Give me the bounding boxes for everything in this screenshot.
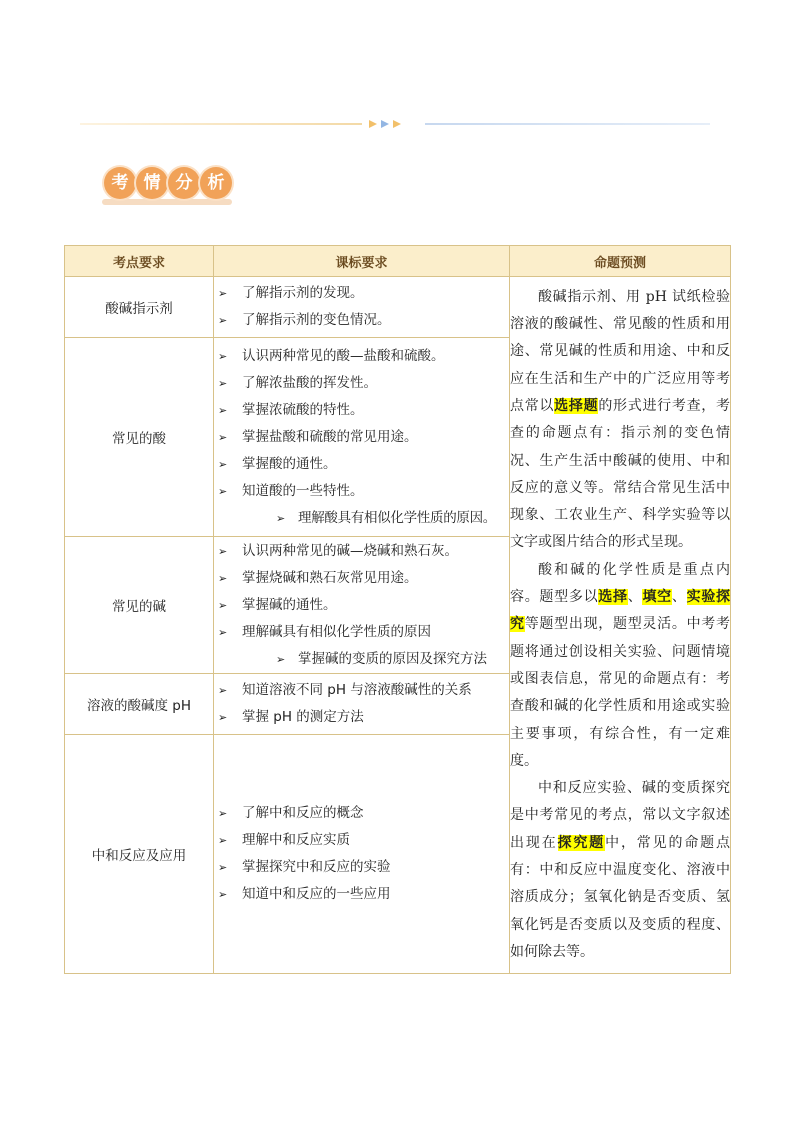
requirement-cell <box>214 537 510 674</box>
list-item: ➢ 知道溶液不同 pH 与溶液酸碱性的关系 <box>214 677 509 704</box>
highlight: 填空 <box>642 589 672 606</box>
prediction-paragraph: 中和反应实验、碱的变质探究是中考常见的考点，常以文字叙述出现在探究题中，常见的命题点有：中和反应中温度变化、溶液中溶质成分；氢氧化钠是否变质、氢氧化钙是否变质以及变质的程度、如何除去等。 <box>510 780 731 960</box>
list-item: ➢ 掌握烧碱和熟石灰常见用途。 <box>214 565 509 592</box>
sub-list-item: ➢ 理解酸具有相似化学性质的原因。 <box>214 505 509 532</box>
arrow-bullet-icon: ➢ <box>218 287 228 300</box>
badge-char: 析 <box>200 167 232 199</box>
list-item: ➢ 掌握浓硫酸的特性。 <box>214 397 509 424</box>
list-item: ➢ 了解中和反应的概念 <box>214 800 509 827</box>
arrow-bullet-icon: ➢ <box>218 457 228 471</box>
table-header-row <box>65 246 731 277</box>
header-rule-right <box>425 123 710 125</box>
list-item: ➢ 掌握碱的通性。 <box>214 592 509 619</box>
arrow-bullet-icon: ➢ <box>218 861 228 874</box>
arrow-bullet-icon: ➢ <box>218 544 228 558</box>
list-item: ➢ 知道酸的一些特性。 <box>214 478 509 505</box>
arrow-bullet-icon: ➢ <box>218 807 228 820</box>
list-item: ➢ 掌握酸的通性。 <box>214 451 509 478</box>
header-rule-left <box>80 123 362 125</box>
list-item: ➢ 了解指示剂的变色情况。 <box>214 307 509 334</box>
list-item: ➢ 认识两种常见的酸—盐酸和硫酸。 <box>214 343 509 370</box>
topic-cell: 常见的碱 <box>65 537 214 674</box>
header-topic: 考点要求 <box>65 246 214 277</box>
arrow-bullet-icon: ➢ <box>218 684 228 697</box>
arrow-bullet-icon: ➢ <box>276 511 285 525</box>
list-item: ➢ 掌握探究中和反应的实验 <box>214 854 509 881</box>
arrow-bullet-icon: ➢ <box>218 625 228 639</box>
arrow-bullet-icon: ➢ <box>218 711 228 724</box>
topic-cell: 常见的酸 <box>65 338 214 537</box>
prediction-paragraph: 酸和碱的化学性质是重点内容。题型多以选择、填空、实验探究等题型出现，题型灵活。中考考题将通过创设相关实验、问题情境或图表信息，常见的命题点有：考查酸和碱的化学性质和用途或实验主要事项，有综合性，有一定难度。 <box>510 561 731 769</box>
requirement-cell <box>214 338 510 537</box>
prediction-paragraph: 酸碱指示剂、用 pH 试纸检验溶液的酸碱性、常见酸的性质和用途、常见碱的性质和用途、中和反应在生活和生产中的广泛应用等考点常以选择题的形式进行考查，考查的命题点有：指示剂的变色情况、生产生活中酸碱的使用、中和反应的意义等。常结合常见生活中现象、工农业生产、科学实验等以文字或图片结合的形式呈现。 <box>510 288 731 551</box>
topic-cell: 溶液的酸碱度 pH <box>65 674 214 735</box>
arrow-bullet-icon: ➢ <box>218 349 228 363</box>
table-row <box>65 277 731 338</box>
arrow-bullet-icon: ➢ <box>218 834 228 847</box>
requirement-cell <box>214 277 510 338</box>
prediction-cell <box>510 277 731 974</box>
arrow-bullet-icon: ➢ <box>276 652 286 666</box>
sub-list-item: ➢ 掌握碱的变质的原因及探究方法 <box>214 646 509 673</box>
arrow-bullet-icon: ➢ <box>218 314 228 327</box>
arrow-bullet-icon: ➢ <box>218 888 228 901</box>
list-item: ➢ 理解碱具有相似化学性质的原因 <box>214 619 509 646</box>
list-item: ➢ 掌握 pH 的测定方法 <box>214 704 509 731</box>
arrow-bullet-icon: ➢ <box>218 376 228 390</box>
list-item: ➢ 掌握盐酸和硫酸的常见用途。 <box>214 424 509 451</box>
highlight: 选择题 <box>554 397 599 414</box>
badge-char: 考 <box>104 167 136 199</box>
badge-char: 分 <box>168 167 200 199</box>
section-badge <box>102 165 232 213</box>
arrow-bullet-icon: ➢ <box>218 430 228 444</box>
highlight: 实验探究 <box>510 589 731 633</box>
list-item: ➢ 了解浓盐酸的挥发性。 <box>214 370 509 397</box>
arrow-bullet-icon: ➢ <box>218 403 228 417</box>
arrow-bullet-icon: ➢ <box>218 484 228 498</box>
list-item: ➢ 知道中和反应的一些应用 <box>214 881 509 908</box>
list-item: ➢ 了解指示剂的发现。 <box>214 280 509 307</box>
header-arrows-icon <box>369 118 403 130</box>
requirement-cell <box>214 674 510 735</box>
exam-analysis-table <box>64 245 731 974</box>
highlight: 选择 <box>598 589 628 606</box>
header-standard: 课标要求 <box>214 246 510 277</box>
list-item: ➢ 理解中和反应实质 <box>214 827 509 854</box>
topic-cell: 中和反应及应用 <box>65 735 214 974</box>
topic-cell: 酸碱指示剂 <box>65 277 214 338</box>
requirement-cell <box>214 735 510 974</box>
arrow-bullet-icon: ➢ <box>218 598 228 612</box>
list-item: ➢ 认识两种常见的碱—烧碱和熟石灰。 <box>214 538 509 565</box>
badge-char: 情 <box>136 167 168 199</box>
header-prediction: 命题预测 <box>510 246 731 277</box>
highlight: 探究题 <box>557 834 606 851</box>
arrow-bullet-icon: ➢ <box>218 571 228 585</box>
badge-underline <box>102 199 232 205</box>
